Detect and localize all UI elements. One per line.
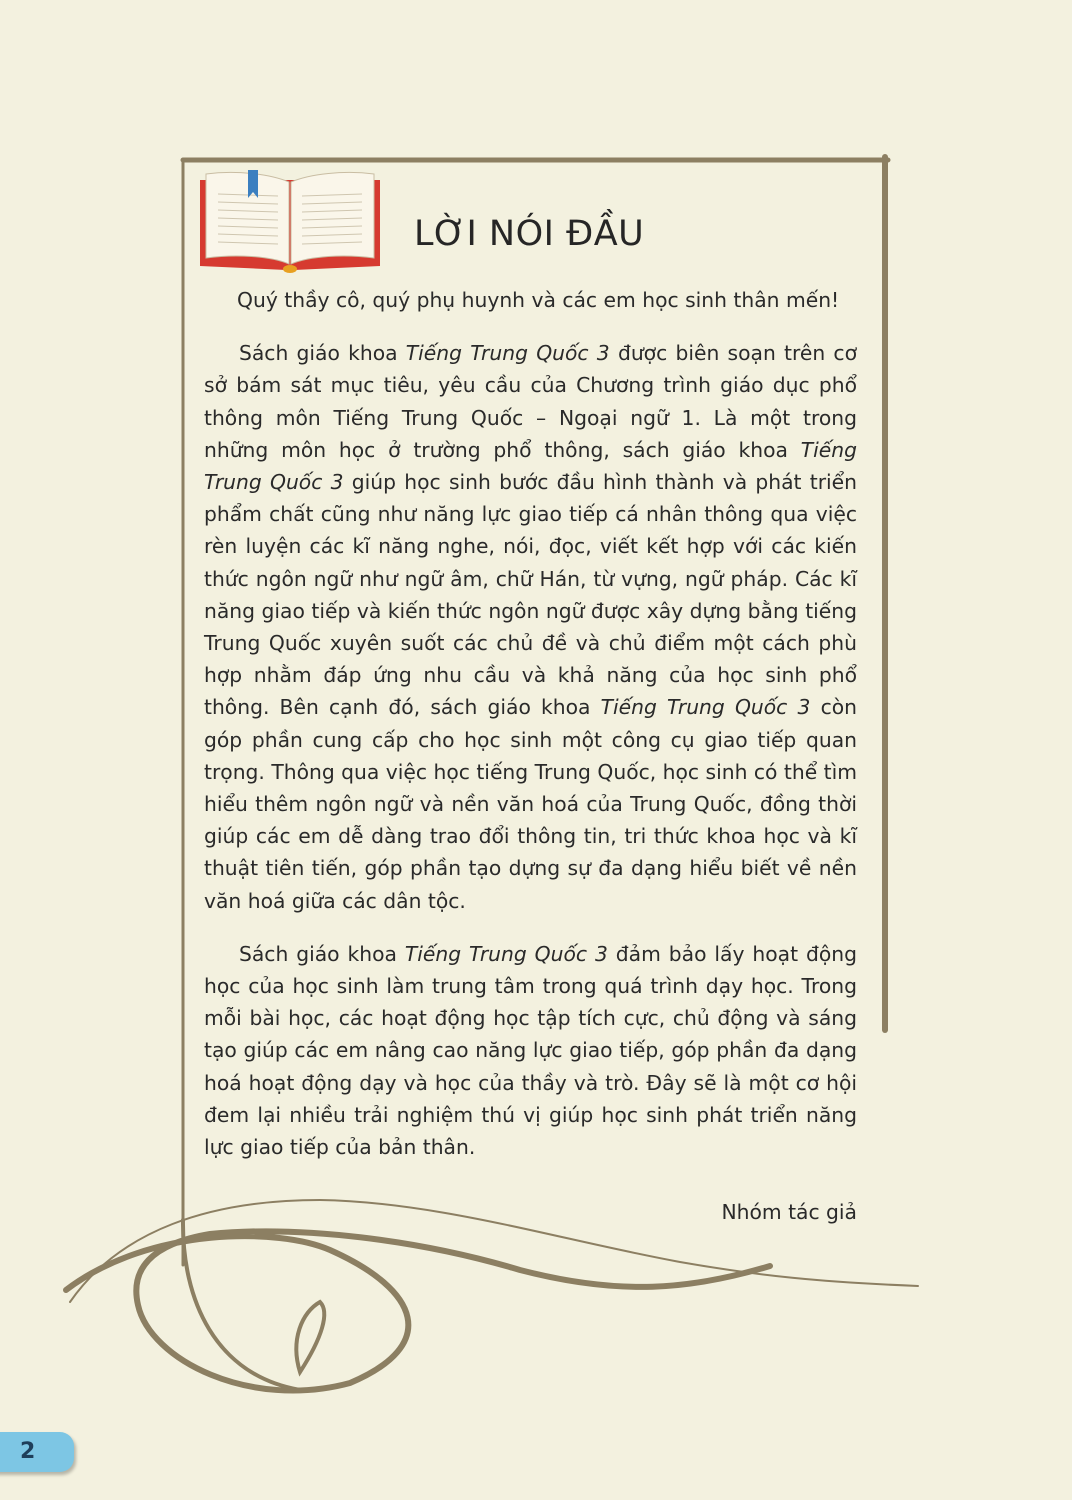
page-number: 2: [20, 1439, 36, 1464]
book-title: Tiếng Trung Quốc 3: [404, 941, 608, 966]
signature: Nhóm tác giả: [721, 1200, 857, 1225]
leaf-ornament-icon: [296, 1302, 324, 1372]
paragraph-2: Sách giáo khoa Tiếng Trung Quốc 3 đảm bảo lấy hoạt động học của học sinh làm trung tâm trong quá trình dạy học. Trong mỗi bài học, các hoạt động học tập tích cực, chủ động và sáng tạo giúp các em nâng cao năng lực giao tiếp, góp phần đa dạng hoá hoạt động dạy và học của thầy và trò. Đây sẽ là một cơ hội đem lại nhiều trải nghiệm thú vị giúp học sinh phát triển năng lực giao tiếp của bản thân.: [204, 941, 857, 1160]
page-title: LỜI NÓI ĐẦU: [414, 214, 645, 254]
page-number-tab: [0, 1432, 74, 1472]
greeting: Quý thầy cô, quý phụ huynh và các em học sinh thân mến!: [237, 288, 840, 312]
book-title: Tiếng Trung Quốc 3: [204, 437, 857, 495]
swirl-ornament-inner: [66, 1231, 770, 1390]
open-book-icon: [196, 168, 384, 274]
paragraph-1: Sách giáo khoa Tiếng Trung Quốc 3 được biên soạn trên cơ sở bám sát mục tiêu, yêu cầu của Chương trình giáo dục phổ thông môn Tiếng Trung Quốc – Ngoại ngữ 1. Là một trong những môn học ở trường phổ thông, sách giáo khoa Tiếng Trung Quốc 3 giúp học sinh bước đầu hình thành và phát triển phẩm chất cũng như năng lực giao tiếp cá nhân thông qua việc rèn luyện các kĩ năng nghe, nói, đọc, viết kết hợp với các kiến thức ngôn ngữ như ngữ âm, chữ Hán, từ vựng, ngữ pháp. Các kĩ năng giao tiếp và kiến thức ngôn ngữ được xây dựng bằng tiếng Trung Quốc xuyên suốt các chủ đề và chủ điểm một cách phù hợp nhằm đáp ứng nhu cầu và khả năng của học sinh phổ thông. Bên cạnh đó, sách giáo khoa Tiếng Trung Quốc 3 còn góp phần cung cấp cho học sinh một công cụ giao tiếp quan trọng. Thông qua việc học tiếng Trung Quốc, học sinh có thể tìm hiểu thêm ngôn ngữ và nền văn hoá của Trung Quốc, đồng thời giúp các em dễ dàng trao đổi thông tin, tri thức khoa học và kĩ thuật tiên tiến, góp phần tạo dựng sự đa dạng hiểu biết về nền văn hoá giữa các dân tộc.: [204, 341, 857, 913]
book-title: Tiếng Trung Quốc 3: [600, 695, 811, 720]
swirl-ornament-tail: [183, 1220, 300, 1390]
preface-text: [204, 284, 857, 1228]
book-title: Tiếng Trung Quốc 3: [405, 341, 610, 366]
